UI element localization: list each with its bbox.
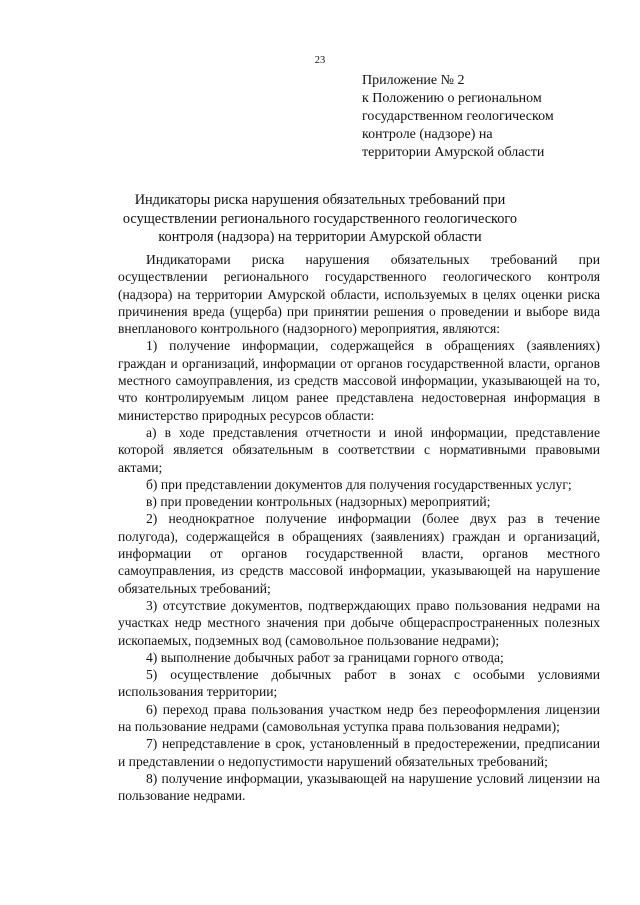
list-item: 6) переход права пользования участком недр без переоформления лицензии на пользование недрами (самовольная уступка права пользования недрами); (118, 701, 600, 735)
list-item: 2) неоднократное получение информации (более двух раз в течение полугода), содержащейся в обращениях (заявлениях) граждан и организаций, информации от органов государственной власти, органов местного самоуправления, из средств массовой информации, указывающей на нарушение обязательных требований; (118, 511, 600, 596)
appendix-line: контроле (надзоре) на (362, 127, 493, 142)
list-item: 1) получение информации, содержащейся в обращениях (заявлениях) граждан и организаций, информации от органов государственной власти, органов местного самоуправления, из средств массовой информации, указывающей на то, что контролируемым лицом ранее представлена недостоверная информация в министерство природных ресурсов области: (118, 338, 600, 423)
list-item: 5) осуществление добычных работ в зонах с особыми условиями использования территории; (118, 667, 600, 700)
list-item: 7) непредставление в срок, установленный в предостережении, предписании и представлении о недопустимости нарушений обязательных требований; (118, 736, 600, 769)
list-item: 4) выполнение добычных работ за границами горного отвода; (146, 649, 504, 665)
list-item: 3) отсутствие документов, подтверждающих право пользования недрами на участках недр местного значения при добыче общераспространенных полезных ископаемых, подземных вод (самовольное пользование недрами); (118, 597, 600, 648)
list-item: 8) получение информации, указывающей на нарушение условий лицензии на пользование недрами. (118, 770, 600, 804)
list-item: а) в ходе представления отчетности и иной информации, представление которой является обязательным в соответствии с нормативными правовыми актами; (118, 424, 600, 475)
appendix-line: к Положению о региональном (362, 91, 542, 106)
list-item: б) при представлении документов для получения государственных услуг; (146, 476, 572, 492)
appendix-line: территории Амурской области (362, 145, 545, 160)
appendix-line: Приложение № 2 (362, 73, 465, 88)
page-number: 23 (314, 55, 326, 66)
appendix-header (362, 72, 622, 162)
document-title: Индикаторы риска нарушения обязательных требований при осуществлении регионального государственного геологического контроля (надзора) на территории Амурской области (122, 192, 518, 245)
list-item: в) при проведении контрольных (надзорных) мероприятий; (146, 494, 491, 510)
intro-paragraph: Индикаторами риска нарушения обязательных требований при осуществлении регионального государственного геологического контроля (надзора) на территории Амурской области, используемых в целях оценки риска причинения вреда (ущерба) при принятии решения о проведении и выборе вида внепланового контрольного (надзорного) мероприятия, являются: (118, 252, 600, 337)
appendix-line: государственном геологическом (362, 109, 554, 124)
document-body (118, 251, 600, 805)
